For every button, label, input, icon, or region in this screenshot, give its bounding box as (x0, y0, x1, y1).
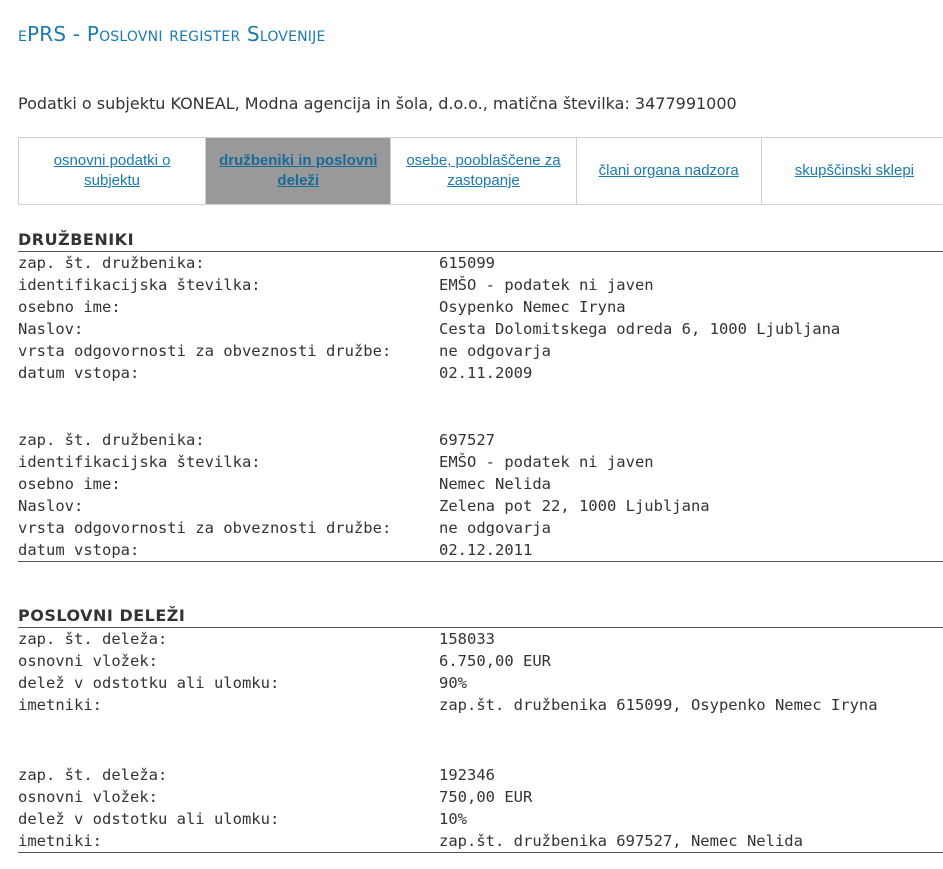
field-value: ne odgovarja (439, 342, 551, 360)
field-label: identifikacijska številka: (18, 276, 261, 294)
tab-bar (18, 137, 943, 205)
field-label: imetniki: (18, 832, 102, 850)
field-value: Nemec Nelida (439, 475, 551, 493)
field-row (18, 318, 943, 340)
field-label: vrsta odgovornosti za obveznosti družbe: (18, 519, 392, 537)
field-label: delež v odstotku ali ulomku: (18, 674, 280, 692)
field-value: 615099 (439, 254, 495, 272)
field-label: datum vstopa: (18, 364, 140, 382)
field-label: zap. št. deleža: (18, 630, 168, 648)
subject-line: Podatki o subjektu KONEAL, Modna agencija in šola, d.o.o., matična številka: 3477991000 (18, 94, 737, 113)
field-row (18, 672, 943, 694)
tab-druzbeniki-in-delezi[interactable]: družbeniki in poslovni deleži (206, 138, 391, 204)
field-value: 6.750,00 EUR (439, 652, 551, 670)
field-label: Naslov: (18, 320, 84, 338)
section-heading: DRUŽBENIKI (18, 229, 943, 252)
field-row (18, 473, 943, 495)
field-row (18, 786, 943, 808)
field-row (18, 517, 943, 539)
poslovni-delezi-section (18, 605, 943, 853)
delez-record (18, 764, 943, 853)
app-title: ePRS - Poslovni register Slovenije (18, 22, 326, 46)
section-divider (18, 561, 943, 562)
druzbenik-record (18, 252, 943, 384)
tab-clani-organa-nadzora[interactable]: člani organa nadzora (577, 138, 762, 204)
field-row (18, 628, 943, 650)
field-value: 192346 (439, 766, 495, 784)
druzbeniki-section (18, 229, 943, 562)
field-label: imetniki: (18, 696, 102, 714)
delez-record (18, 628, 943, 716)
field-row (18, 274, 943, 296)
field-label: osebno ime: (18, 475, 121, 493)
field-value: zap.št. družbenika 697527, Nemec Nelida (439, 832, 803, 850)
field-row (18, 252, 943, 274)
field-row (18, 539, 943, 561)
field-label: zap. št. družbenika: (18, 431, 205, 449)
field-row (18, 764, 943, 786)
section-heading: POSLOVNI DELEŽI (18, 605, 943, 628)
field-label: zap. št. deleža: (18, 766, 168, 784)
field-label: osebno ime: (18, 298, 121, 316)
field-value: Zelena pot 22, 1000 Ljubljana (439, 497, 710, 515)
field-row (18, 495, 943, 517)
field-row (18, 296, 943, 318)
field-row (18, 830, 943, 852)
field-label: datum vstopa: (18, 541, 140, 559)
field-value: 750,00 EUR (439, 788, 533, 806)
field-value: 90% (439, 674, 467, 692)
field-label: delež v odstotku ali ulomku: (18, 810, 280, 828)
tab-skupscinski-sklepi[interactable]: skupščinski sklepi (794, 162, 915, 179)
field-row (18, 362, 943, 384)
field-label: identifikacijska številka: (18, 453, 261, 471)
field-row (18, 808, 943, 830)
field-value: ne odgovarja (439, 519, 551, 537)
field-value: 02.11.2009 (439, 364, 533, 382)
field-label: vrsta odgovornosti za obveznosti družbe: (18, 342, 392, 360)
tab-osnovni-podatki[interactable]: osnovni podatki o subjektu (19, 138, 206, 204)
field-value: zap.št. družbenika 615099, Osypenko Nemec Iryna (439, 696, 878, 714)
field-row (18, 429, 943, 451)
field-value: EMŠO - podatek ni javen (439, 276, 654, 294)
field-value: 158033 (439, 630, 495, 648)
field-value: Cesta Dolomitskega odreda 6, 1000 Ljubljana (439, 320, 841, 338)
field-label: zap. št. družbenika: (18, 254, 205, 272)
field-label: Naslov: (18, 497, 84, 515)
field-value: Osypenko Nemec Iryna (439, 298, 626, 316)
field-label: osnovni vložek: (18, 652, 158, 670)
section-divider (18, 852, 943, 853)
tab-osebe-za-zastopanje[interactable]: osebe, pooblaščene za zastopanje (391, 138, 576, 204)
field-value: EMŠO - podatek ni javen (439, 453, 654, 471)
field-value: 10% (439, 810, 467, 828)
field-row (18, 650, 943, 672)
field-row (18, 340, 943, 362)
field-row (18, 451, 943, 473)
field-value: 697527 (439, 431, 495, 449)
field-row (18, 694, 943, 716)
field-label: osnovni vložek: (18, 788, 158, 806)
druzbenik-record (18, 429, 943, 562)
field-value: 02.12.2011 (439, 541, 533, 559)
